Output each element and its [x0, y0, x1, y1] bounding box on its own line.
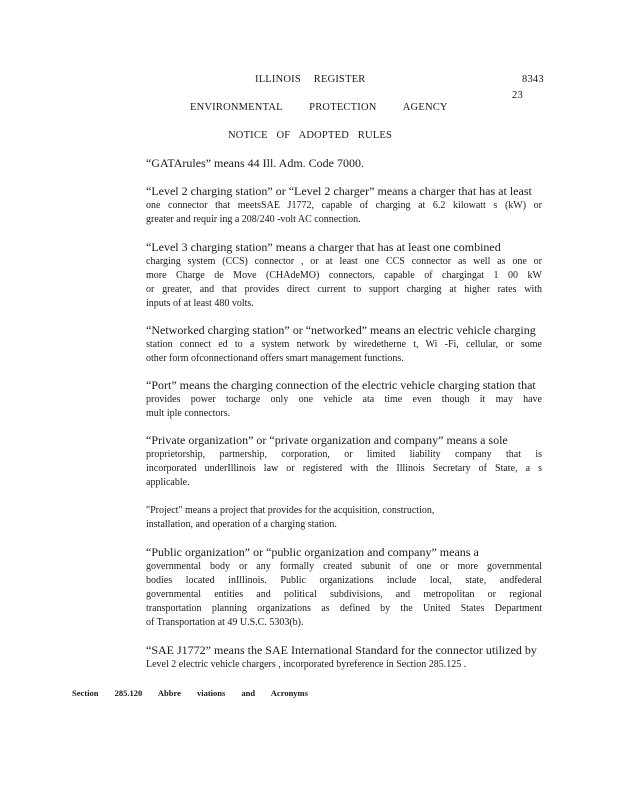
definition-lead: “GATArules” means 44 Ill. Adm. Code 7000. [146, 156, 365, 170]
definition-line: inputs of at least 480 volts. [146, 298, 254, 309]
definition-line: of Transportation at 49 U.S.C. 5303(b). [146, 617, 304, 628]
register-volume-number: 8343 [522, 74, 544, 85]
definition-line: station connect ed to a system network by wiredetherne t, Wi -Fi, cellular, or some [146, 339, 542, 350]
definition-line: "Project" means a project that provides for the acquisition, construction, [146, 505, 435, 516]
definition-line: other form ofconnectionand offers smart management functions. [146, 353, 404, 364]
definition-line: installation, and operation of a charging station. [146, 519, 337, 530]
definition-lead: “Networked charging station” or “networked” means an electric vehicle charging [146, 323, 536, 337]
register-title: ILLINOIS REGISTER [255, 74, 366, 85]
definition-line: applicable. [146, 477, 190, 488]
definition-gata-rules [146, 156, 542, 171]
section-label: Section [72, 688, 99, 698]
register-page-number: 23 [512, 90, 523, 101]
definition-line: governmental entities and political subdivisions, and metropolitan or regional [146, 589, 542, 600]
definition-networked [146, 323, 542, 366]
definition-line: bodies located inIllinois. Public organizations include local, state, andfederal [146, 575, 542, 586]
definition-line: or greater, and that provides direct current to support charging at higher rates with [146, 284, 542, 295]
definition-lead: “SAE J1772” means the SAE International Standard for the connector utilized by [146, 643, 537, 657]
definition-lead: “Port” means the charging connection of the electric vehicle charging station that [146, 378, 536, 392]
definition-public-organization [146, 545, 542, 630]
definition-line: charging system (CCS) connector , or at least one CCS connector as well as one or [146, 256, 542, 267]
section-heading [72, 688, 308, 698]
definition-lead: “Level 3 charging station” means a charger that has at least one combined [146, 240, 501, 254]
definition-level-2 [146, 184, 542, 227]
definition-line: more Charge de Move (CHAdeMO) connectors, capable of chargingat 1 00 kW [146, 270, 542, 281]
definition-line: greater and requir ing a 208/240 -volt AC connection. [146, 214, 361, 225]
definition-line: mult iple connectors. [146, 408, 231, 419]
definition-lead: “Level 2 charging station” or “Level 2 charger” means a charger that has at least [146, 184, 532, 198]
definition-line: one connector that meetsSAE J1772, capable of charging at 6.2 kilowatt s (kW) or [146, 200, 542, 211]
definition-line: incorporated underIllinois law or registered with the Illinois Secretary of State, a s [146, 463, 542, 474]
section-number: 285.120 [114, 688, 143, 698]
definition-lead: “Public organization” or “public organization and company” means a [146, 545, 479, 559]
definition-level-3 [146, 240, 542, 311]
definition-private-organization [146, 433, 542, 490]
definition-line: provides power tocharge only one vehicle ata time even though it may have [146, 394, 542, 405]
notice-title: NOTICE OF ADOPTED RULES [228, 130, 393, 141]
agency-name: ENVIRONMENTAL PROTECTION AGENCY [190, 102, 448, 113]
definition-lead: “Private organization” or “private organization and company” means a sole [146, 433, 508, 447]
definition-line: transportation planning organizations as defined by the United States Department [146, 603, 542, 614]
section-title: Abbre viations and Acronyms [157, 688, 308, 698]
definition-project [146, 504, 542, 532]
definition-port [146, 378, 542, 421]
definition-line: governmental body or any formally created subunit of one or more governmental [146, 561, 542, 572]
definition-sae-j1772 [146, 643, 542, 672]
definition-line: Level 2 electric vehicle chargers , incorporated byreference in Section 285.125 . [146, 659, 467, 670]
definition-line: proprietorship, partnership, corporation, or limited liability company that is [146, 449, 542, 460]
